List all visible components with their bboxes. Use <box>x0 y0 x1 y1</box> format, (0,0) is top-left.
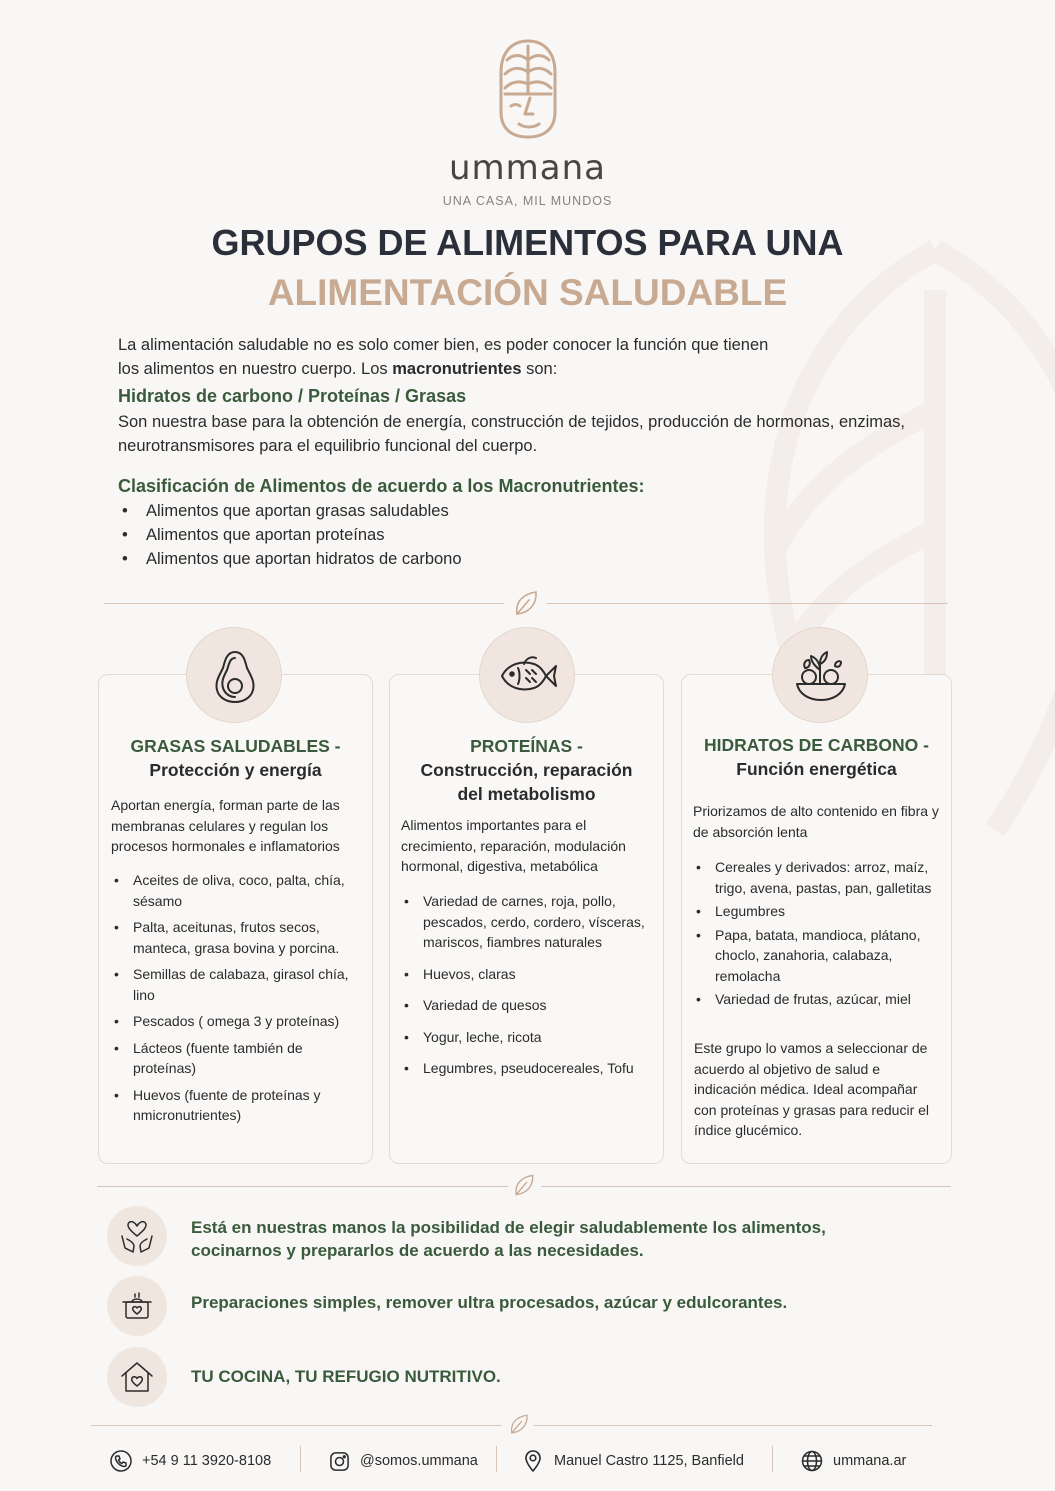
location-pin-icon <box>522 1449 544 1473</box>
card-title: HIDRATOS DE CARBONO - Función energética <box>704 735 929 779</box>
card-icon-circle <box>186 627 282 723</box>
footer-address[interactable] <box>522 1448 744 1474</box>
list-item: • Huevos (fuente de proteínas y nmicronutrientes) <box>111 1085 363 1126</box>
fish-icon <box>498 646 558 706</box>
page-title-line2: ALIMENTACIÓN SALUDABLE <box>267 272 788 313</box>
list-item: • Lácteos (fuente también de proteínas) <box>111 1038 363 1079</box>
footer-instagram[interactable] <box>329 1448 478 1474</box>
classification-heading: Clasificación de Alimentos de acuerdo a los Macronutrientes: <box>118 476 645 496</box>
card-description: Priorizamos de alto contenido en fibra y de absorción lenta <box>693 803 939 840</box>
phone-number: +54 9 11 3920-8108 <box>142 1453 272 1469</box>
feature-text: Preparaciones simples, remover ultra procesados, azúcar y edulcorantes. <box>191 1293 788 1312</box>
card-icon-circle <box>479 627 575 723</box>
hands-heart-icon <box>119 1218 155 1254</box>
list-item: • Variedad de quesos <box>401 995 651 1016</box>
instagram-icon <box>329 1451 350 1472</box>
cooking-pot-icon <box>119 1288 155 1324</box>
list-item: • Pescados ( omega 3 y proteínas) <box>111 1011 363 1032</box>
card-food-list <box>693 857 933 1010</box>
home-heart-icon <box>119 1359 155 1395</box>
intro-section <box>118 333 918 571</box>
card-food-list <box>401 891 651 1079</box>
phone-icon <box>110 1450 132 1472</box>
list-item: • Alimentos que aportan hidratos de carbono <box>118 547 918 571</box>
list-item: • Alimentos que aportan proteínas <box>118 523 918 547</box>
instagram-handle: @somos.ummana <box>360 1453 478 1469</box>
feature-icon-circle <box>107 1347 167 1407</box>
address-text: Manuel Castro 1125, Banfield <box>554 1453 744 1469</box>
macros-list-heading: Hidratos de carbono / Proteínas / Grasas <box>118 386 467 406</box>
list-item: • Alimentos que aportan grasas saludables <box>118 499 918 523</box>
footer-website[interactable] <box>801 1448 906 1474</box>
divider-line <box>97 1186 508 1187</box>
card-note: Este grupo lo vamos a seleccionar de acuerdo al objetivo de salud e indicación médica. Ideal acompañar con proteínas y grasas para reducir el índice glucémico. <box>694 1040 930 1138</box>
divider-line <box>534 1425 932 1426</box>
card-food-list <box>111 870 363 1126</box>
page-title-line1: GRUPOS DE ALIMENTOS PARA UNA <box>211 222 844 263</box>
divider-line <box>104 603 504 604</box>
list-item: • Semillas de calabaza, girasol chía, lino <box>111 964 363 1005</box>
list-item: • Palta, aceitunas, frutos secos, manteca, grasa bovina y porcina. <box>111 917 363 958</box>
globe-icon <box>801 1450 823 1472</box>
feature-text: Está en nuestras manos la posibilidad de elegir saludablemente los alimentos, cocinarnos y prepararlos de acuerdo a las necesidades. <box>191 1218 826 1260</box>
footer-separator <box>496 1446 497 1472</box>
avocado-icon <box>205 646 265 706</box>
card-icon-circle <box>772 627 868 723</box>
intro-paragraph-1: La alimentación saludable no es solo comer bien, es poder conocer la función que tienen los alimentos en nuestro cuerpo. Los macronutrientes son: <box>118 336 769 378</box>
logo-block <box>0 38 1055 208</box>
list-item: • Aceites de oliva, coco, palta, chía, sésamo <box>111 870 363 911</box>
list-item: • Legumbres, pseudocereales, Tofu <box>401 1058 651 1079</box>
feature-icon-circle <box>107 1276 167 1336</box>
list-item: • Papa, batata, mandioca, plátano, choclo, zanahoria, calabaza, remolacha <box>693 925 933 987</box>
macronutrients-highlight: macronutrientes <box>392 360 522 378</box>
list-item: • Cereales y derivados: arroz, maíz, trigo, avena, pastas, pan, galletitas <box>693 857 933 898</box>
leaf-icon <box>511 588 541 618</box>
brand-name: ummana <box>448 148 606 188</box>
feature-text: TU COCINA, TU REFUGIO NUTRITIVO. <box>191 1367 501 1386</box>
leaf-icon <box>507 1412 531 1436</box>
footer-separator <box>300 1446 301 1472</box>
list-item: • Huevos, claras <box>401 964 651 985</box>
list-item: • Legumbres <box>693 901 933 922</box>
feature-icon-circle <box>107 1206 167 1266</box>
footer-separator <box>772 1446 773 1472</box>
vegetable-bowl-icon <box>791 646 851 706</box>
divider-line <box>91 1425 502 1426</box>
intro-paragraph-2: Son nuestra base para la obtención de energía, construcción de tejidos, producción de hormonas, enzimas, neurotransmisores para el equilibrio funcional del cuerpo. <box>118 413 905 455</box>
card-description: Aportan energía, forman parte de las membranas celulares y regulan los procesos hormonales e inflamatorios <box>111 797 340 854</box>
footer-phone[interactable] <box>110 1448 271 1474</box>
list-item: • Variedad de carnes, roja, pollo, pescados, cerdo, cordero, vísceras, mariscos, fiambres naturales <box>401 891 651 953</box>
list-item: • Yogur, leche, ricota <box>401 1027 651 1048</box>
website-url: ummana.ar <box>833 1453 907 1469</box>
list-item: • Variedad de frutas, azúcar, miel <box>693 989 933 1010</box>
card-description: Alimentos importantes para el crecimiento, reparación, modulación hormonal, digestiva, metabólica <box>401 817 626 874</box>
card-title: PROTEÍNAS - Construcción, reparación del metabolismo <box>420 736 633 804</box>
leaf-icon <box>511 1172 537 1198</box>
brand-tagline: UNA CASA, MIL MUNDOS <box>442 194 613 208</box>
divider-line <box>546 603 948 604</box>
classification-list <box>118 499 918 571</box>
divider-line <box>541 1186 951 1187</box>
card-title: GRASAS SALUDABLES - Protección y energía <box>130 736 341 780</box>
ummana-logo-icon <box>497 38 559 140</box>
